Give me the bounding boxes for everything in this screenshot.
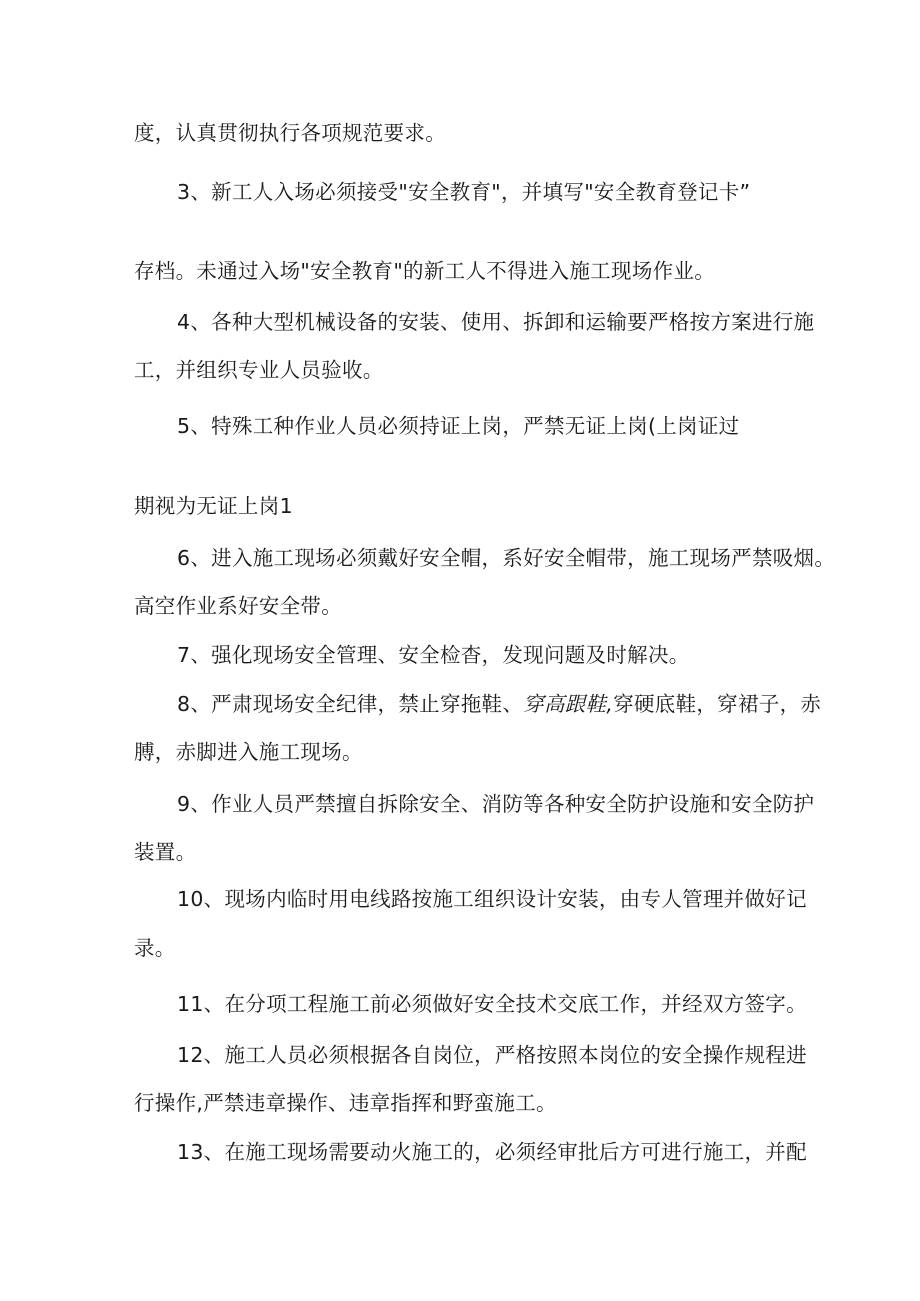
text-line: 高空作业系好安全带。 bbox=[134, 594, 342, 618]
text-line: 膊，赤脚进入施工现场。 bbox=[134, 740, 363, 764]
text-line: 13、在施工现场需要动火施工的，必须经审批后方可进行施工，并配 bbox=[177, 1140, 807, 1164]
text-line: 存档。未通过入场"安全教育"的新工人不得进入施工现场作业。 bbox=[134, 259, 716, 283]
text-line: 9、作业人员严禁擅自拆除安全、消防等各种安全防护设施和安全防护 bbox=[177, 792, 815, 816]
text-line: 期视为无证上岗1 bbox=[134, 494, 293, 518]
text-line: 行操作,严禁违章操作、违章指挥和野蛮施工。 bbox=[134, 1091, 557, 1115]
text-line: 4、各种大型机械设备的安装、使用、拆卸和运输要严格按方案进行施 bbox=[177, 310, 815, 334]
text-line: 工，并组织专业人员验收。 bbox=[134, 358, 384, 382]
text-segment: 8、严肃现场安全纪律，禁止穿拖鞋、 bbox=[177, 692, 524, 716]
text-line: 装置。 bbox=[134, 840, 197, 864]
text-line: 5、特殊工种作业人员必须持证上岗，严禁无证上岗(上岗证过 bbox=[177, 414, 740, 438]
text-segment-italic: 穿高跟鞋, bbox=[523, 692, 614, 716]
text-line: 6、进入施工现场必须戴好安全帽，系好安全帽带，施工现场严禁吸烟。 bbox=[177, 546, 836, 570]
text-line: 3、新工人入场必须接受"安全教育"，并填写"安全教育登记卡” bbox=[177, 180, 751, 204]
text-line: 7、强化现场安全管理、安全检杳，发现问题及时解决。 bbox=[177, 643, 690, 667]
text-line: 10、现场内临时用电线路按施工组织设计安装，由专人管理并做好记 bbox=[177, 887, 807, 911]
text-line-rule-8 bbox=[177, 690, 821, 718]
text-line: 录。 bbox=[134, 936, 176, 960]
text-line: 11、在分项工程施工前必须做好安全技术交底工作，并经双方签字。 bbox=[177, 992, 807, 1016]
text-segment: 穿硬底鞋，穿裙子，赤 bbox=[613, 692, 822, 716]
text-line: 12、施工人员必须根据各自岗位，严格按照本岗位的安全操作规程进 bbox=[177, 1043, 807, 1067]
text-line: 度，认真贯彻执行各项规范要求。 bbox=[134, 121, 446, 145]
